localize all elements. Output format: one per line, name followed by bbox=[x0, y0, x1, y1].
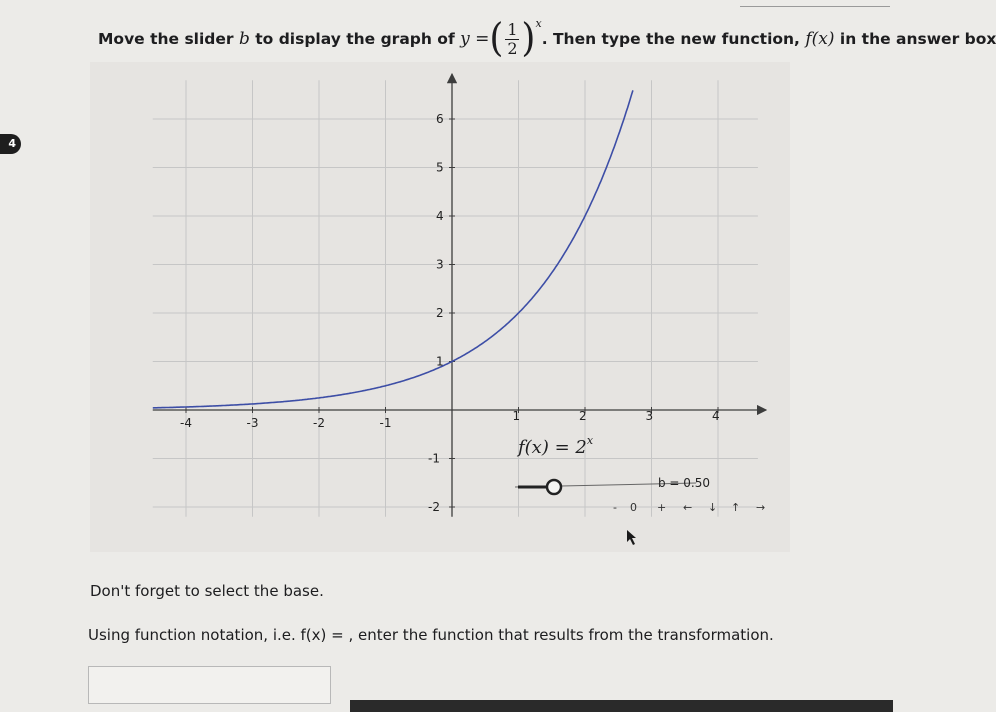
exponential-curve bbox=[153, 90, 633, 408]
slider-handle[interactable] bbox=[547, 480, 561, 494]
y-tick-label: 5 bbox=[436, 160, 444, 175]
mouse-cursor bbox=[627, 530, 636, 545]
y-tick-label: 4 bbox=[436, 209, 444, 223]
y-tick-label: 3 bbox=[436, 257, 444, 272]
x-tick-label: 1 bbox=[512, 409, 521, 423]
function-label: $f(x) = 2^x$ bbox=[518, 434, 594, 458]
slider-value-label: b = 0.50 bbox=[658, 476, 711, 490]
x-tick-label: -2 bbox=[313, 416, 325, 430]
prompt-text-1: Move the slider bbox=[98, 30, 234, 48]
x-tick-label: 4 bbox=[712, 409, 720, 423]
instruction-text: Using function notation, i.e. f(x) = , enter the function that results from the transformation. bbox=[88, 626, 774, 644]
function-notation: f(x) bbox=[805, 29, 835, 49]
arrow-right-icon[interactable]: → bbox=[756, 501, 766, 514]
prompt-text-3: . Then type the new function, bbox=[541, 30, 800, 48]
x-tick-label: -4 bbox=[180, 416, 192, 430]
y-tick-label: 6 bbox=[436, 112, 444, 126]
y-tick-label: -1 bbox=[428, 451, 440, 466]
arrow-up-icon[interactable]: ↑ bbox=[731, 501, 741, 514]
y-tick-label: 1 bbox=[436, 354, 444, 369]
arrow-left-icon[interactable]: ← bbox=[683, 501, 693, 514]
x-tick-label: -1 bbox=[379, 416, 392, 430]
plus-icon[interactable]: + bbox=[657, 501, 667, 514]
fraction-numerator: 1 bbox=[507, 19, 518, 39]
x-tick-label: 2 bbox=[579, 409, 587, 423]
arrow-down-icon[interactable]: ↓ bbox=[708, 501, 718, 514]
question-number-badge: 4 bbox=[0, 134, 21, 154]
prompt-text-2: to display the graph of bbox=[255, 30, 455, 48]
var-b: b bbox=[238, 29, 250, 49]
fraction-denominator: 2 bbox=[507, 38, 518, 58]
reminder-note: Don't forget to select the base. bbox=[90, 582, 324, 600]
question-prompt: Move the slider b to display the graph of y = ( $\frac{1}{2}$ ) x . Then type the new function, f(x) in the answer box bbox=[98, 15, 996, 62]
bottom-bar bbox=[350, 700, 893, 712]
equation-lhs: y = bbox=[460, 29, 490, 49]
y-tick-label: 2 bbox=[436, 306, 444, 320]
y-tick-label: -2 bbox=[428, 500, 440, 514]
minus-icon[interactable]: - bbox=[613, 501, 617, 514]
zero-button[interactable]: 0 bbox=[630, 501, 637, 514]
exponent: x bbox=[535, 16, 542, 30]
x-tick-label: -3 bbox=[246, 416, 259, 430]
prompt-text-4: in the answer box bbox=[839, 30, 996, 48]
x-tick-label: 3 bbox=[645, 409, 654, 423]
answer-input[interactable] bbox=[88, 666, 331, 704]
